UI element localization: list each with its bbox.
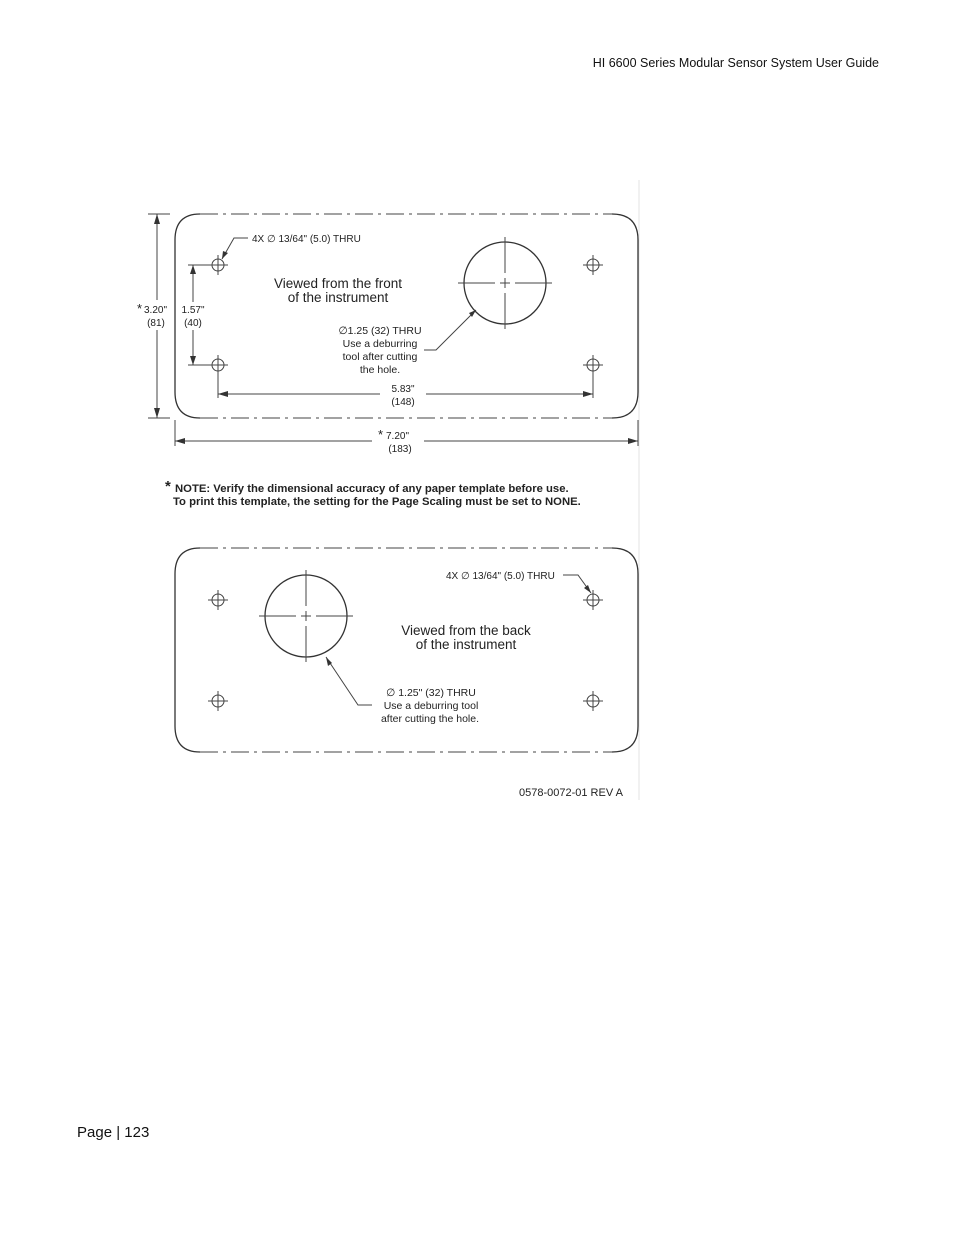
back-small-hole-callout: 4X ∅ 13/64" (5.0) THRU — [446, 571, 555, 582]
back-large-hole-leader — [326, 657, 372, 705]
front-small-hole-callout: 4X ∅ 13/64" (5.0) THRU — [252, 234, 361, 245]
page-number: Page | 123 — [77, 1124, 150, 1141]
back-large-hole-line2: Use a deburring tool — [383, 700, 479, 712]
front-view-title-line1: Viewed from the front — [273, 276, 403, 291]
back-hole-bottom-left — [208, 691, 228, 711]
front-outline-right — [612, 214, 638, 418]
back-small-hole-leader — [563, 575, 591, 593]
back-view — [175, 548, 638, 752]
front-small-hole-leader — [222, 238, 248, 259]
front-large-hole-leader — [424, 310, 476, 350]
front-width-mm: (183) — [388, 444, 412, 455]
note-line1: NOTE: Verify the dimensional accuracy of any paper template before use. — [175, 483, 569, 495]
back-large-hole — [259, 570, 353, 662]
front-hole-span-mm: (148) — [391, 397, 415, 408]
drawing-number: 0578-0072-01 REV A — [519, 787, 623, 799]
front-width-inches: 7.20" — [386, 431, 410, 442]
front-width-star: * — [378, 427, 384, 442]
template-note — [165, 478, 581, 508]
back-hole-bottom-right — [583, 691, 603, 711]
front-large-hole-line1: ∅1.25 (32) THRU — [338, 325, 422, 337]
front-height-inches: 3.20" — [144, 305, 168, 316]
back-view-title-line2: of the instrument — [415, 637, 517, 652]
front-large-hole-line2: Use a deburring — [342, 338, 418, 350]
front-height-mm: (81) — [147, 318, 165, 329]
front-view — [133, 214, 638, 455]
note-star: * — [165, 478, 171, 495]
back-outline-right — [612, 548, 638, 752]
front-large-hole-line4: the hole. — [359, 364, 401, 376]
front-large-hole-line3: tool after cutting — [342, 351, 418, 363]
front-spacing-inches: 1.57" — [181, 305, 205, 316]
front-spacing-mm: (40) — [184, 318, 202, 329]
front-view-title-line2: of the instrument — [287, 290, 389, 305]
front-hole-top-right — [583, 255, 603, 275]
back-hole-top-right — [583, 590, 603, 610]
back-large-hole-line3: after cutting the hole. — [380, 713, 480, 725]
back-hole-top-left — [208, 590, 228, 610]
front-height-star: * — [137, 301, 143, 316]
page-header-title: HI 6600 Series Modular Sensor System User Guide — [592, 56, 879, 70]
back-outline-left — [175, 548, 200, 752]
back-large-hole-line1: ∅ 1.25" (32) THRU — [386, 687, 476, 699]
note-line2: To print this template, the setting for the Page Scaling must be set to NONE. — [173, 496, 581, 508]
back-view-title-line1: Viewed from the back — [401, 623, 531, 638]
front-hole-span-inches: 5.83" — [391, 384, 415, 395]
